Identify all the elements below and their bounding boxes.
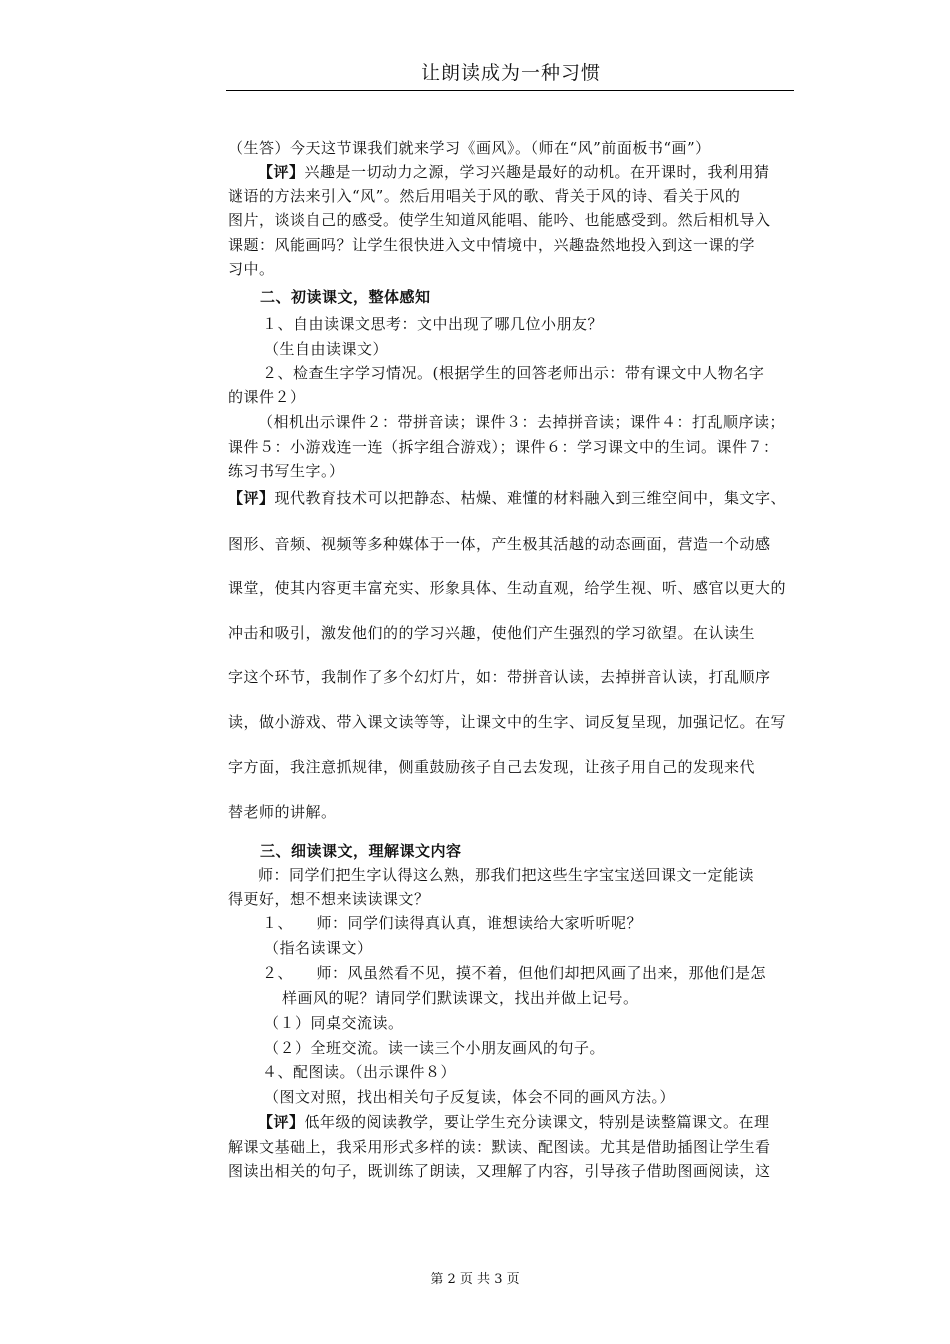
text-line: 【评】现代教育技术可以把静态、枯燥、难懂的材料融入到三维空间中，集文字、	[228, 489, 787, 507]
text-line: 的课件２）	[228, 388, 306, 406]
text-line: ２、检查生字学习情况。(根据学生的回答老师出示：带有课文中人物名字	[262, 364, 765, 382]
section-heading: 三、细读课文，理解课文内容	[260, 842, 462, 860]
page-header-title: 让朗读成为一种习惯	[420, 62, 601, 84]
text-line: 字这个环节，我制作了多个幻灯片，如：带拼音认读，去掉拼音认读，打乱顺序	[228, 668, 771, 686]
review-tag: 【评】	[228, 489, 275, 507]
text-line: 练习书写生字。）	[228, 462, 345, 480]
text-line: 图片，谈谈自己的感受。使学生知道风能唱、能吟、也能感受到。然后相机导入	[228, 211, 771, 229]
text-line: 师：同学们把生字认得这么熟，那我们把这些生字宝宝送回课文一定能读	[258, 866, 755, 884]
text-line: 课题：风能画吗？让学生很快进入文中情境中，兴趣盎然地投入到这一课的学	[228, 236, 756, 254]
text-line: 替老师的讲解。	[228, 803, 337, 821]
text-line: ４、配图读。（出示课件８）	[262, 1063, 457, 1081]
text-line: （指名读课文）	[264, 939, 373, 957]
page-footer: 第 2 页 共 3 页	[430, 1272, 520, 1287]
text-line: 字方面，我注意抓规律，侧重鼓励孩子自己去发现，让孩子用自己的发现来代	[228, 758, 756, 776]
text-line: （２）全班交流。读一读三个小朋友画风的句子。	[264, 1039, 606, 1057]
text-line: （生答）今天这节课我们就来学习《画风》。（师在“风”前面板书“画”）	[228, 139, 711, 157]
header-rule	[226, 90, 794, 91]
text-line: １、自由读课文思考：文中出现了哪几位小朋友？	[262, 315, 604, 333]
text-line: 习中。	[228, 260, 275, 278]
text-line: 样画风的呢？请同学们默读课文，找出并做上记号。	[282, 989, 639, 1007]
section-heading: 二、初读课文，整体感知	[260, 288, 431, 306]
text-line: 图形、音频、视频等多种媒体于一体，产生极其活越的动态画面，营造一个动感	[228, 535, 771, 553]
text-line: （图文对照，找出相关句子反复读，体会不同的画风方法。）	[264, 1088, 676, 1106]
text-line: 解课文基础上，我采用形式多样的读：默读、配图读。尤其是借助插图让学生看	[228, 1138, 771, 1156]
text-line: 图读出相关的句子，既训练了朗读，又理解了内容，引导孩子借助图画阅读，这	[228, 1162, 771, 1180]
text-line: 读，做小游戏、带入课文读等等，让课文中的生字、词反复呈现，加强记忆。在写	[228, 713, 787, 731]
text-line: 【评】低年级的阅读教学，要让学生充分读课文，特别是读整篇课文。在理	[258, 1113, 770, 1131]
text-line: （生自由读课文）	[264, 340, 389, 358]
text-line: 冲击和吸引，激发他们的的学习兴趣，使他们产生强烈的学习欲望。在认读生	[228, 624, 756, 642]
text-line: １、 师：同学们读得真认真，谁想读给大家听听呢？	[262, 914, 643, 932]
text-line: 课件５：小游戏连一连（拆字组合游戏）；课件６：学习课文中的生词。课件７：	[228, 438, 779, 456]
review-tag: 【评】	[258, 1113, 305, 1131]
text-line: （相机出示课件２：带拼音读；课件３：去掉拼音读；课件４：打乱顺序读；	[258, 413, 786, 431]
text-line: 课堂，使其内容更丰富充实、形象具体、生动直观，给学生视、听、感官以更大的	[228, 579, 787, 597]
text-line: 得更好，想不想来读读课文？	[228, 890, 430, 908]
text-line: 【评】兴趣是一切动力之源，学习兴趣是最好的动机。在开课时，我利用猜	[258, 163, 770, 181]
text-line: ２、 师：风虽然看不见，摸不着，但他们却把风画了出来，那他们是怎	[262, 964, 767, 982]
text-line: （１）同桌交流读。	[264, 1014, 404, 1032]
review-tag: 【评】	[258, 163, 305, 181]
text-line: 谜语的方法来引入“风”。然后用唱关于风的歌、背关于风的诗、看关于风的	[228, 187, 741, 205]
